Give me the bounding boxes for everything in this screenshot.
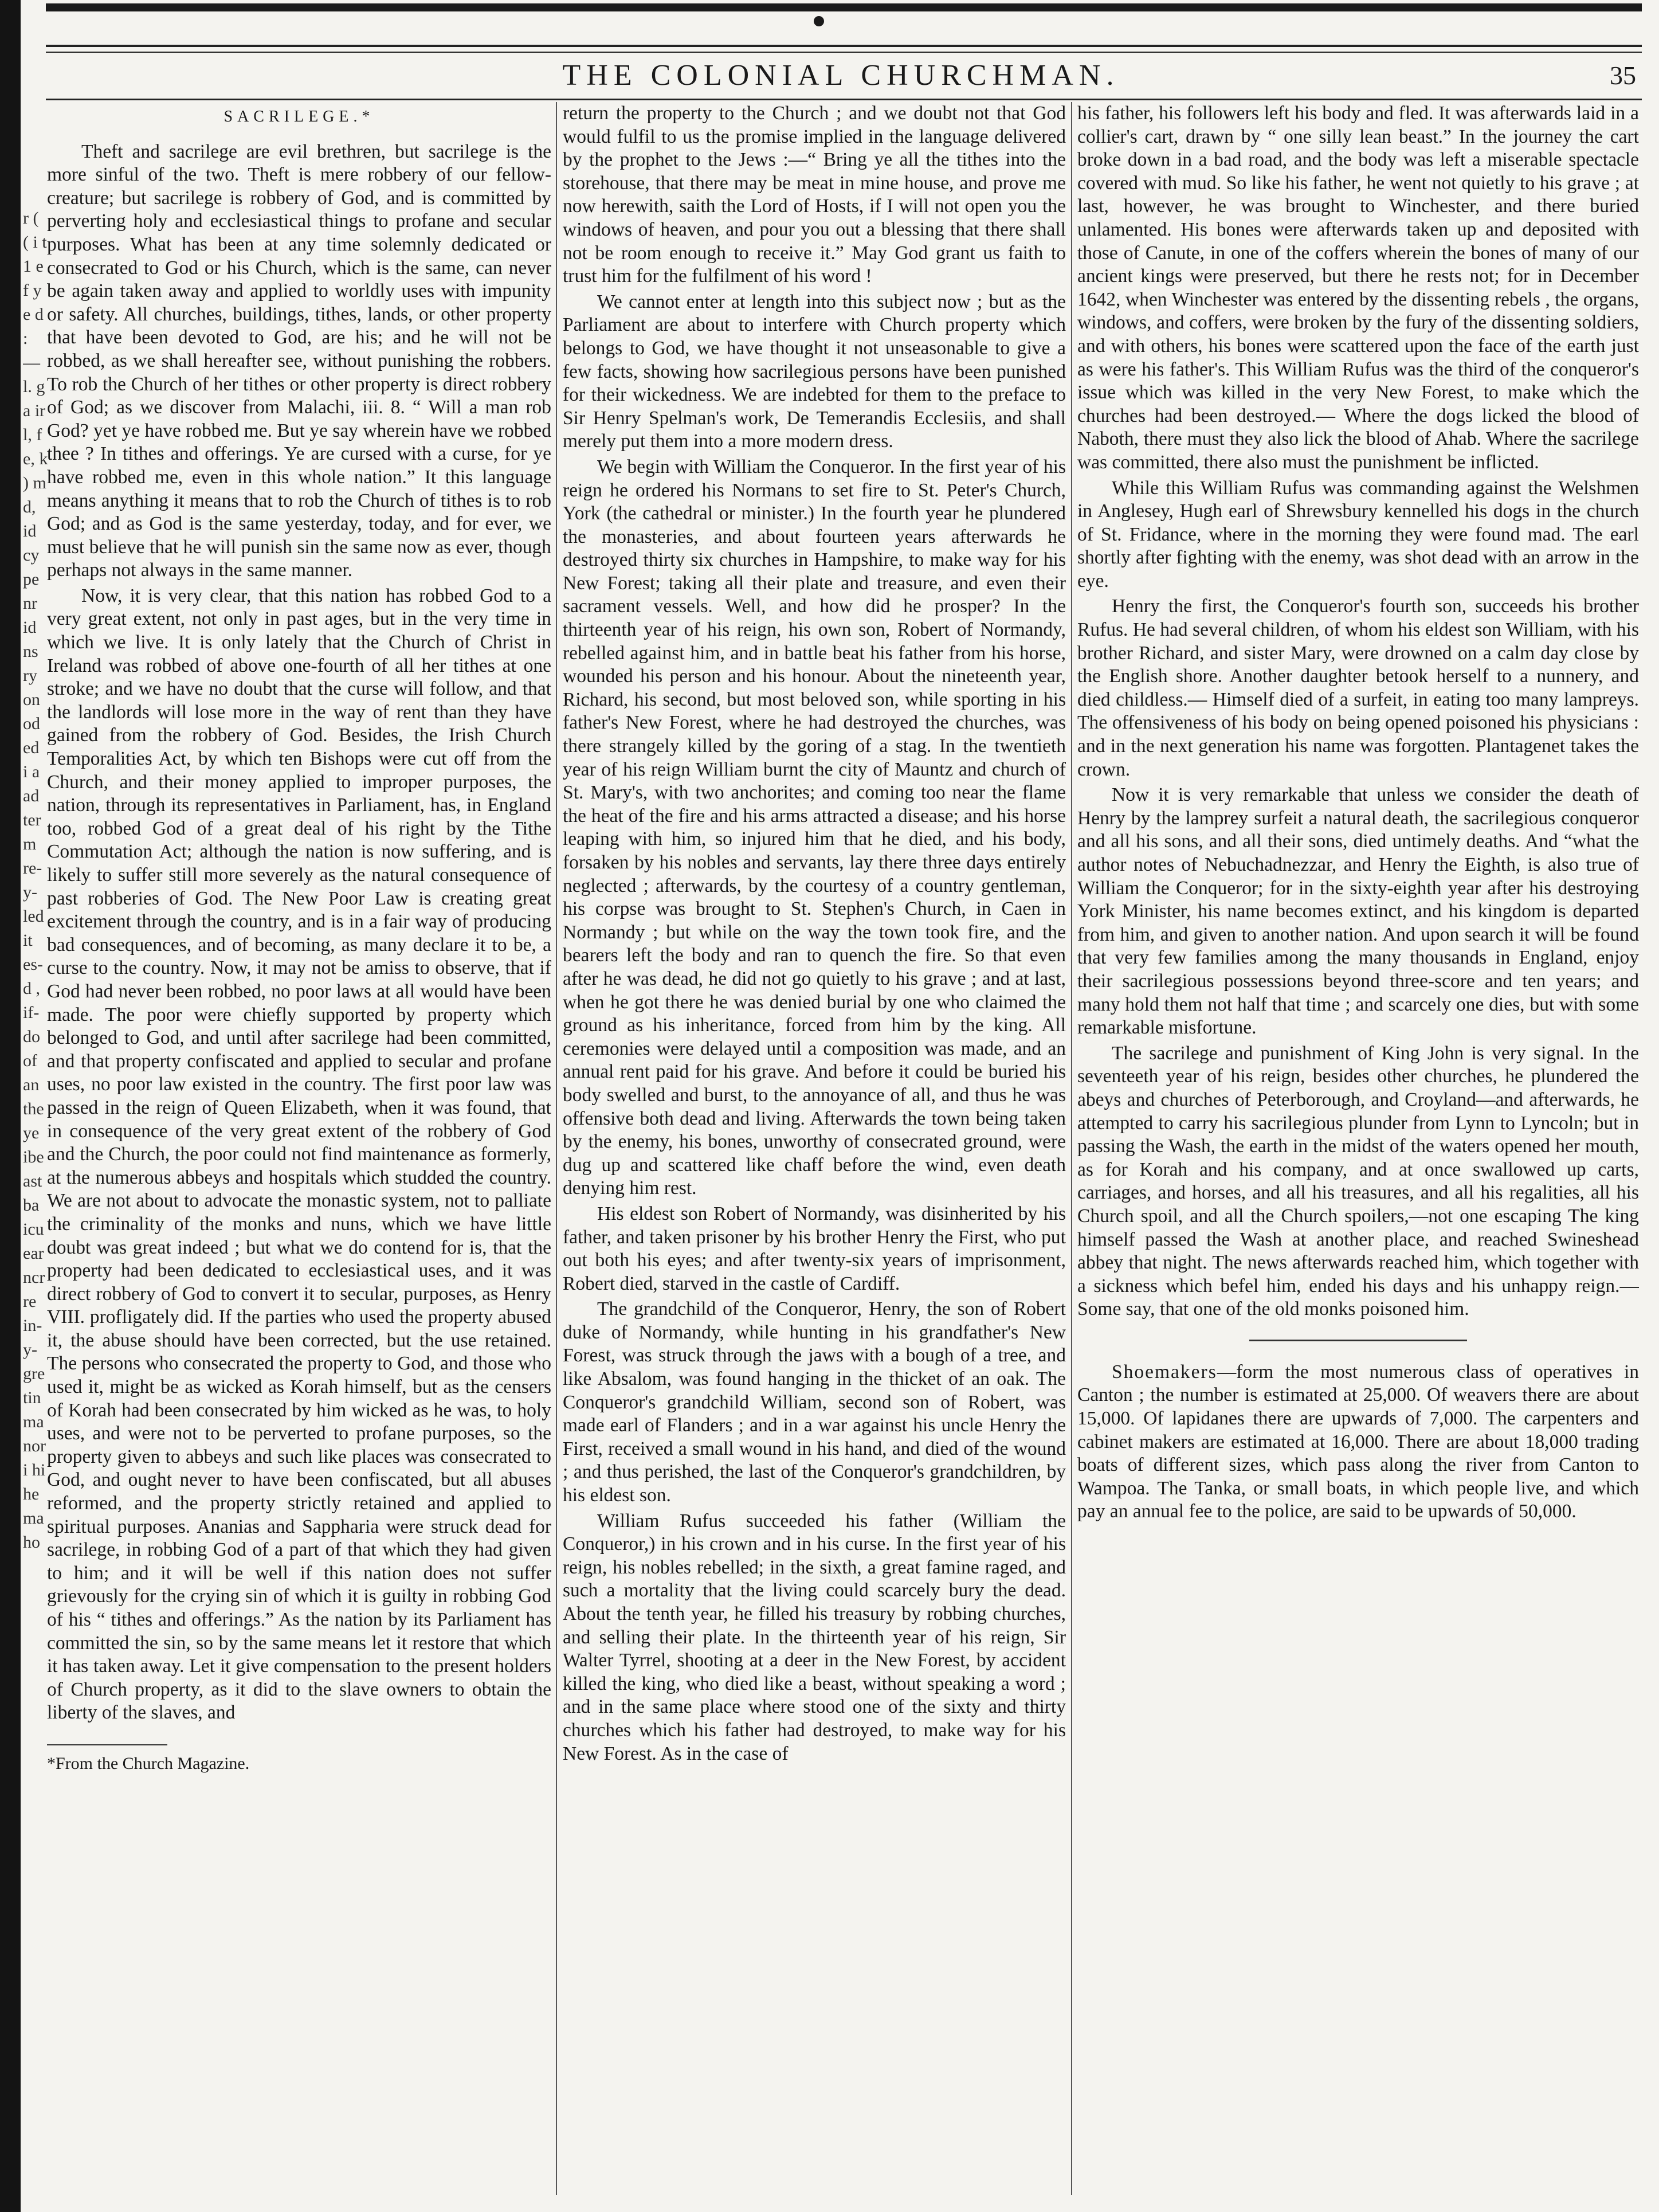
ornament-dot (814, 16, 824, 26)
footnote-rule (47, 1744, 167, 1745)
paragraph: The grandchild of the Conqueror, Henry, the son of Robert duke of Normandy, while hunting in his grandfather's New Forest, was struck through the jaws with a bough of a tree, and like Absalom, was found hanging in the thicket of an oak. The Conqueror's grandchild William, second son of Robert, was made earl of Flanders ; and in a war against his uncle Henry the First, received a small wound in his hand, and died of the wound ; and thus perished, the last of the Conqueror's grandchildren, by his eldest son. (563, 1298, 1066, 1506)
header-rule-thick (46, 45, 1642, 47)
column-1 (47, 102, 551, 2195)
header-rule-thin (46, 52, 1642, 53)
top-border (46, 3, 1642, 11)
header-rule-bottom (46, 99, 1642, 100)
section-divider (1249, 1340, 1467, 1341)
column-3 (1077, 102, 1639, 2195)
paragraph: We begin with William the Conqueror. In the first year of his reign he ordered his Normans to set fire to St. Peter's Church, York (the cathedral or minister.) In the fourth year he plundered the monasteries, and about fourteen years afterwards he destroyed thirty six churches in Hampshire, to make way for his New Forest; taking all their plate and treasure, and even their sacrament vessels. Well, and how did he prosper? In the thirteenth year of his reign, his own son, Robert of Normandy, rebelled against him, and in battle beat his father from his horse, wounded his person and his honour. About the nineteenth year, Richard, his second, but most beloved son, while sporting in his father's New Forest, where he had destroyed the churches, was there strangely killed by the goring of a stag. In the twentieth year of his reign William burnt the city of Mauntz and church of St. Mary's, with two anchorites; and coming too near the flame the heat of the fire and his arms attracted a disease; and his horse leaping with him, so injured him that he died, and his body, forsaken by his nobles and servants, lay there three days entirely neglected ; afterwards, by the courtesy of a country gentleman, his corpse was brought to St. Stephen's Church, in Caen in Normandy ; but while on the way the town took fire, and the bearers left the body and ran to quench the fire. So that even after he was dead, he did not go quietly to his grave ; and at last, when he got there he was denied burial by one who claimed the ground as his inheritance, forced from him by the king. All ceremonies were delayed until a composition was made, and an annual rent paid for his grave. And before it could be buried his body swelled and burst, to the annoyance of all, and thus he was offensive both dead and living. Afterwards the town being taken by the enemy, his bones, unworthy of consecrated ground, were dug up and scattered like chaff before the wind, even death denying him rest. (563, 456, 1066, 1199)
paragraph: We cannot enter at length into this subject now ; but as the Parliament are about to interfere with Church property which belongs to God, we have thought it not unseasonable to give a few facts, showing how sacrilegious persons have been punished for their wickedness. We are indebted for them to the preface to Sir Henry Spelman's work, De Temerandis Ecclesiis, and shall merely put them into a more modern dress. (563, 291, 1066, 452)
column-divider (1071, 102, 1072, 2195)
running-title: THE COLONIAL CHURCHMAN. (562, 59, 1120, 92)
paragraph: The sacrilege and punishment of King John is very signal. In the seventeeth year of his reign, besides other churches, he plundered the abeys and churches of Peterborough, and Croyland—and afterwards, he attempted to carry his sacrilegious plunder from Lynn to Lyncoln; but in passing the Wash, the earth in the midst of the waters opened her mouth, as for Korah and his company, and at once swallowed up carts, carriages, and horses, and all his treasures, and all his regalities, all his Church spoil, and all the Church spoilers,—not one escaping The king himself passed the Wash at another place, and reached Swineshead abbey that night. The news afterwards reached him, which together with a sickness which befel him, ended his days and his unhappy reign.— Some say, that one of the old monks poisoned him. (1077, 1042, 1639, 1320)
paragraph: His eldest son Robert of Normandy, was disinherited by his father, and taken prisoner by his brother Henry the First, who put out both his eyes; and after twenty-six years of imprisonment, Robert died, starved in the castle of Cardiff. (563, 1203, 1066, 1294)
page-number: 35 (1610, 61, 1636, 90)
column-2 (563, 102, 1066, 2195)
binding-gutter (0, 0, 21, 2212)
article-title: SACRILEGE.* (223, 108, 375, 126)
paragraph: return the property to the Church ; and we doubt not that God would fulfil to us the promise implied in the language delivered by the prophet to the Jews :—“ Bring ye all the tithes into the storehouse, that there may be meat in mine house, and prove me now herewith, saith the Lord of Hosts, if I will not open you the windows of heaven, and pour you out a blessing that there shall not be room enough to receive it.” May God grant us faith to trust him for the fulfilment of his word ! (563, 103, 1066, 287)
paragraph: Theft and sacrilege are evil brethren, but sacrilege is the more sinful of the two. Theft is mere robbery of our fellow-creature; but sacrilege is robbery of God, and is committed by perverting holy and ecclesiastical things to profane and secular purposes. What has been at any time solemnly dedicated or consecrated to God or his Church, which is the same, can never be again taken away and applied to worldly uses with impunity or safety. All churches, buildings, tithes, lands, or other property that have been devoted to God, are his; and he will not be robbed, as we shall hereafter see, without punishing the robbers. To rob the Church of her tithes or other property is direct robbery of God; as we discover from Malachi, iii. 8. “ Will a man rob God? yet ye have robbed me. But ye say wherein have we robbed thee ? In tithes and offerings. Ye are cursed with a curse, for ye have robbed me, even in this whole nation.” It this language means anything it means that to rob the Church of tithes is to rob God; and as God is the same yesterday, today, and for ever, we must believe that he will punish sin the same now as ever, though perhaps not always in the same manner. (47, 140, 551, 581)
paragraph: Now it is very remarkable that unless we consider the death of Henry by the lamprey surfeit a natural death, the sacrilegious conqueror and all his sons, and all their sons, died untimely deaths. And “what the author notes of Nebuchadnezzar, and Henry the Eighth, is also true of William the Conqueror; for in the sixty-eighth year after his destroying York Minister, his name becomes extinct, and his kingdom is departed from him, and given to another nation. And upon search it will be found that very few families among the many thousands in England, enjoy their sacrilegious possessions beyond three-score and ten years; and many hold them not half that time ; and scarcely one dies, but with some remarkable misfortune. (1077, 784, 1639, 1039)
footnote: *From the Church Magazine. (47, 1753, 250, 1773)
news-lead: Shoemakers (1112, 1361, 1217, 1383)
paragraph: While this William Rufus was commanding against the Welshmen in Anglesey, Hugh earl of Shrewsbury kennelled his dogs in the church of St. Fridance, where in the morning they were found mad. The earl shortly after fighting with the enemy, was shot dead with an arrow in the eye. (1077, 477, 1639, 592)
paragraph: his father, his followers left his body and fled. It was afterwards laid in a collier's cart, drawn by “ one silly lean beast.” In the journey the cart broke down in a bad road, and the body was left a miserable spectacle covered with mud. So like his father, he went not quietly to his grave ; at last, however, he was brought to Winchester, and there buried unlamented. His bones were afterwards taken up and deposited with those of Canute, in one of the coffers wherein the bones of many of our ancient kings were preserved, but there he rests not; for in December 1642, when Winchester was entered by the dissenting rebels , the organs, windows, and coffers, were broken by the fury of the dissenting soldiers, and with others, his bones were scattered upon the face of the earth just as were his father's. This William Rufus was the third of the conqueror's issue which was killed in the very New Forest, to make which the churches had been destroyed.— Where the dogs licked the blood of Naboth, there must they also lick the blood of Ahab. Where the sacrilege was committed, there also must the punishment be inflicted. (1077, 103, 1639, 473)
news-text: —form the most numerous class of operatives in Canton ; the number is estimated at 25,000. Of weavers there are about 15,000. Of lapidanes there are upwards of 7,000. The carpenters and cabinet makers are estimated at 16,000. There are about 18,000 trading boats of different sizes, which pass along the river from Canton to Wampoa. The Tanka, or small boats, in which people live, and which pay an annual fee to the police, are said to be upwards of 50,000. (1077, 1361, 1639, 1522)
paragraph: William Rufus succeeded his father (William the Conqueror,) in his crown and in his curse. In the first year of his reign, his nobles rebelled; in the sixth, a great famine raged, and such a mortality that the living could scarcely bury the dead. About the tenth year, he filled his treasury by robbing churches, and selling their plate. In the thirteenth year of his reign, Sir Walter Tyrrel, shooting at a deer in the New Forest, by accident killed the king, who died like a beast, without speaking a word ; and in the same place where stood one of the sixty and thirty churches which his father had destroyed, to make way for his New Forest. As in the case of (563, 1510, 1066, 1764)
paragraph: Now, it is very clear, that this nation has robbed God to a very great extent, not only in past ages, but in the very time in which we live. It is only lately that the Church of Christ in Ireland was robbed of above one-fourth of all her tithes at one stroke; and we have no doubt that the curse will follow, and that the landlords will lose more in the way of rent than they have gained from the robbery of God. Besides, the Irish Church Temporalities Act, by which ten Bishops were cut off from the Church, and their money applied to improper purposes, the nation, through its representatives in Parliament, has, in England too, robbed God of a great deal of his right by the Tithe Commutation Act; although the nation is now suffering, and is likely to suffer still more severely as the natural consequence of past robberies of God. The New Poor Law is creating great excitement through the country, and is in a fair way of producing bad consequences, and of becoming, as many declare it to be, a curse to the country. Now, it may not be amiss to observe, that if God had never been robbed, no poor laws at all would have been made. The poor were chiefly supported by property which belonged to God, and until after sacrilege had been committed, and that property confiscated and applied to secular and profane uses, no poor law existed in the country. The first poor law was passed in the reign of Queen Elizabeth, when it was found, that in consequence of the very great extent of the robbery of God and the Church, the poor could not find maintenance as formerly, at the numerous abbeys and hospitals which studded the country. We are not about to advocate the monastic system, not to palliate the criminality of the monks and nuns, which we have little doubt was great indeed ; but what we do contend for is, that the property had been dedicated to ecclesiastical uses, and it was direct robbery of God to convert it to secular, purposes, as Henry VIII. profligately did. If the parties who used the property abused it, the abuse should have been corrected, but the use retained. The persons who consecrated the property to God, and those who used it, might be as wicked as Korah himself, but as the censers of Korah had been consecrated by him wicked as he was, to holy uses, and were not to be perverted to profane purposes, so the property given to abbeys and such like places was consecrated to God, and ought never to have been confiscated, but all abuses reformed, and the property strictly retained and applied to spiritual purposes. Ananias and Sappharia were struck dead for sacrilege, in robbing God of a part of that which they had given to him; and it will be well if this nation does not suffer grievously for the crying sin of which it is guilty in robbing God of his “ tithes and offerings.” As the nation by its Parliament has committed the sin, so by the same means let it restore that which it has taken away. Let it give compensation to the present holders of Church property, as it did to the slave owners to obtain the liberty of the slaves, and (47, 585, 551, 1724)
facing-page-fragments: r ( ( i t 1 e f y e d : — l. g a ir l, f e, k ) m d, id cy pe nr id ns ry on od ed i a ad ter m re- y- led it es- d , if- do of an the ye ibe ast ba icu ear ncr re in- y- gre tin ma nor i hi he ma ho (23, 209, 48, 1552)
paragraph: Henry the first, the Conqueror's fourth son, succeeds his brother Rufus. He had several children, of whom his eldest son William, with his brother Richard, and sister Mary, were drowned on a calm day close by the English shore. Another daughter betook herself to a nunnery, and died childless.— Himself died of a surfeit, in eating too many lampreys. The offensiveness of his body on being opened poisoned his physicians : and in the next generation his name was forgotten. Plantagenet takes the crown. (1077, 596, 1639, 780)
news-item (1077, 1361, 1639, 1524)
column-divider (556, 102, 557, 2195)
